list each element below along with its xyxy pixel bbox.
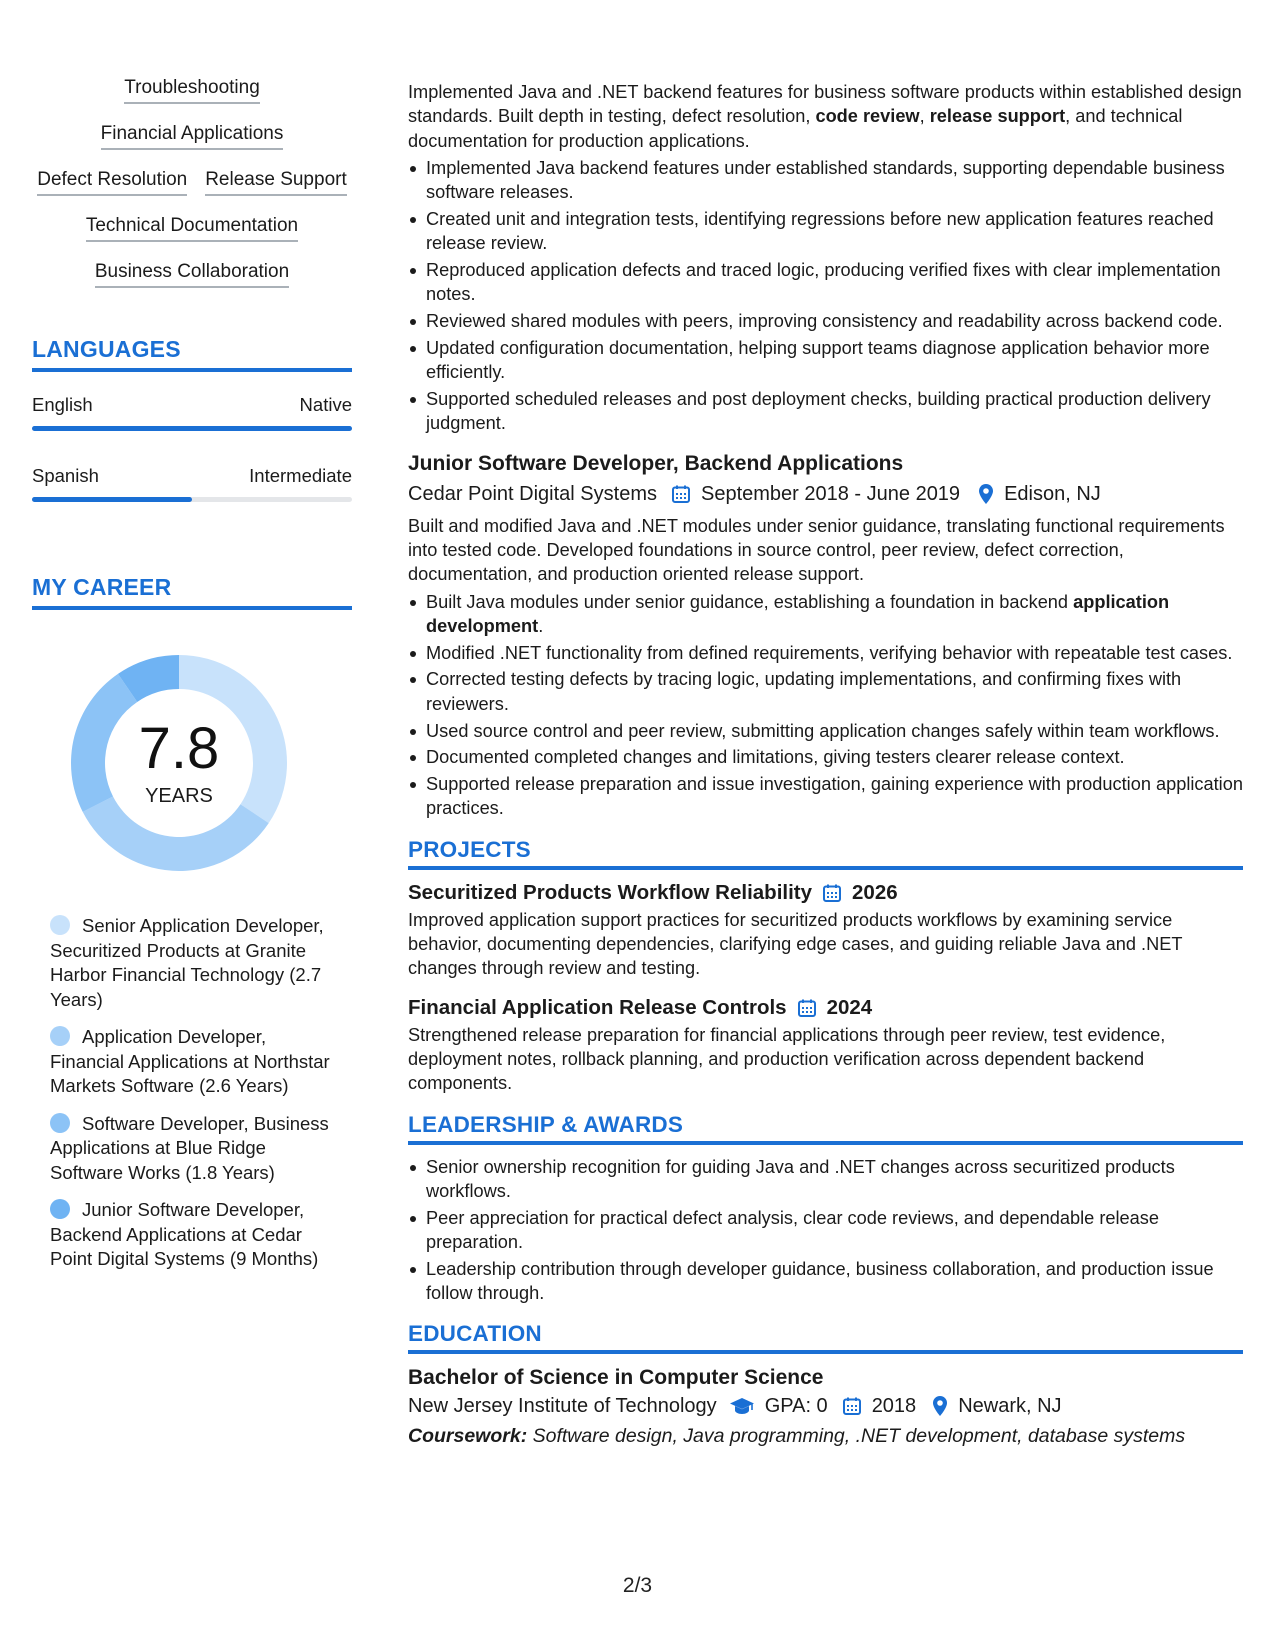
language-level: Intermediate bbox=[249, 465, 352, 486]
graduation-cap-icon bbox=[729, 1396, 755, 1416]
awards-bullets bbox=[408, 1155, 1243, 1306]
job-bullets bbox=[408, 590, 1243, 821]
projects-heading: PROJECTS bbox=[408, 837, 1243, 870]
skill-tag: Troubleshooting bbox=[124, 76, 260, 104]
project-item bbox=[408, 995, 1243, 1096]
career-legend-item bbox=[50, 914, 330, 1012]
bullet-item: Updated configuration documentation, helping support teams diagnose application behavior more efficiently. bbox=[426, 336, 1243, 385]
proficiency-fill bbox=[32, 426, 352, 431]
bullet-item: Implemented Java backend features under established standards, supporting dependable business software releases. bbox=[426, 156, 1243, 205]
summary-text: , bbox=[919, 106, 930, 127]
career-heading: MY CAREER bbox=[32, 574, 352, 610]
coursework-label: Coursework: bbox=[408, 1425, 528, 1448]
coursework-text: Software design, Java programming, .NET development, database systems bbox=[532, 1425, 1186, 1448]
project-description: Improved application support practices for securitized products workflows by examining service behavior, documenting dependencies, clarifying edge cases, and guiding reliable Java and .NET changes through review and testing. bbox=[408, 909, 1183, 979]
summary-text: , and technical documentation for production applications. bbox=[408, 106, 1183, 151]
school-location: Newark, NJ bbox=[958, 1395, 1062, 1418]
bullet-item: Reviewed shared modules with peers, improving consistency and readability across backend code. bbox=[426, 309, 1243, 333]
school-name: New Jersey Institute of Technology bbox=[408, 1395, 717, 1418]
project-title: Financial Application Release Controls bbox=[408, 995, 787, 1019]
bullet-text: . bbox=[538, 615, 544, 636]
bullet-item: Corrected testing defects by tracing logic, updating implementations, and confirming fixes with reviewers. bbox=[426, 667, 1243, 716]
career-donut-chart bbox=[64, 648, 294, 878]
language-level: Native bbox=[299, 394, 352, 415]
bullet-item: Supported release preparation and issue investigation, gaining experience with production application practices. bbox=[426, 772, 1243, 821]
bullet-item: Supported scheduled releases and post deployment checks, building practical production delivery judgment. bbox=[426, 387, 1243, 436]
gpa: GPA: 0 bbox=[764, 1395, 828, 1418]
career-legend-item bbox=[50, 1198, 330, 1272]
career-legend bbox=[32, 914, 352, 1272]
job-summary bbox=[408, 80, 1243, 153]
skill-tag: Defect Resolution bbox=[37, 168, 187, 196]
bullet-item: Created unit and integration tests, identifying regressions before new application features reached release review. bbox=[426, 207, 1243, 256]
page-number: 2/3 bbox=[622, 1574, 653, 1597]
job-meta bbox=[408, 480, 1243, 508]
legend-dot bbox=[50, 915, 70, 935]
sidebar bbox=[32, 76, 352, 1285]
calendar-icon bbox=[797, 998, 817, 1018]
career-legend-item bbox=[50, 1025, 330, 1099]
job-bullets bbox=[408, 156, 1243, 436]
legend-dot bbox=[50, 1113, 70, 1133]
calendar-icon bbox=[822, 883, 842, 903]
project-year: 2026 bbox=[852, 880, 898, 904]
job-title: Junior Software Developer, Backend Applications bbox=[408, 451, 904, 475]
main-content bbox=[408, 80, 1243, 1449]
summary-bold: code review bbox=[815, 106, 920, 127]
education-heading: EDUCATION bbox=[408, 1321, 1243, 1354]
bullet-item: Reproduced application defects and traced logic, producing verified fixes with clear implementation notes. bbox=[426, 258, 1243, 307]
project-year: 2024 bbox=[826, 995, 873, 1019]
skill-tag: Technical Documentation bbox=[86, 214, 298, 242]
bullet-item: Used source control and peer review, submitting application changes safely within team workflows. bbox=[426, 719, 1243, 743]
bullet-bold: application development bbox=[426, 591, 1170, 636]
legend-dot bbox=[50, 1199, 70, 1219]
job-dates: September 2018 - June 2019 bbox=[700, 482, 961, 505]
bullet-item bbox=[426, 590, 1243, 639]
education-meta bbox=[408, 1392, 1243, 1420]
proficiency-bar bbox=[32, 497, 352, 502]
language-name: English bbox=[32, 394, 93, 415]
language-name: Spanish bbox=[32, 465, 99, 486]
location-pin-icon bbox=[932, 1395, 948, 1417]
language-item bbox=[32, 394, 352, 431]
proficiency-bar bbox=[32, 426, 352, 431]
languages-heading: LANGUAGES bbox=[32, 336, 352, 372]
legend-text: Junior Software Developer, Backend Applications at Cedar Point Digital Systems (9 Months) bbox=[50, 1199, 319, 1269]
total-years-unit: YEARS bbox=[145, 784, 213, 807]
project-description: Strengthened release preparation for financial applications through peer review, test evidence, deployment notes, rollback planning, and production verification across dependent backend components. bbox=[408, 1024, 1166, 1094]
job-summary: Built and modified Java and .NET modules under senior guidance, translating functional requirements into tested code. Developed foundations in source control, peer review, defect correction, documentation, and production oriented release support. bbox=[408, 515, 1225, 585]
location-pin-icon bbox=[978, 483, 994, 505]
skill-tag: Release Support bbox=[205, 168, 347, 196]
summary-bold: release support bbox=[929, 106, 1066, 127]
awards-heading: LEADERSHIP & AWARDS bbox=[408, 1112, 1243, 1145]
summary-text: Implemented Java and .NET backend features for business software products within established design standards. Built depth in testing, defect resolution, bbox=[408, 82, 1242, 127]
legend-text: Software Developer, Business Applications at Blue Ridge Software Works (1.8 Years) bbox=[50, 1112, 329, 1183]
skill-tag: Financial Applications bbox=[101, 122, 284, 150]
total-years-number: 7.8 bbox=[138, 715, 220, 781]
bullet-text: Built Java modules under senior guidance, establishing a foundation in backend bbox=[426, 591, 1074, 612]
career-legend-item bbox=[50, 1112, 330, 1186]
legend-text: Application Developer, Financial Applications at Northstar Markets Software (2.6 Years) bbox=[50, 1026, 330, 1096]
language-item bbox=[32, 465, 352, 502]
calendar-icon bbox=[671, 484, 691, 504]
job-location: Edison, NJ bbox=[1004, 482, 1101, 505]
bullet-item: Leadership contribution through developer guidance, business collaboration, and production issue follow through. bbox=[426, 1257, 1243, 1306]
bullet-item: Senior ownership recognition for guiding Java and .NET changes across securitized products workflows. bbox=[426, 1155, 1243, 1204]
calendar-icon bbox=[842, 1396, 862, 1416]
bullet-item: Peer appreciation for practical defect analysis, clear code reviews, and dependable release preparation. bbox=[426, 1206, 1243, 1255]
legend-dot bbox=[50, 1026, 70, 1046]
company-name: Cedar Point Digital Systems bbox=[408, 482, 657, 505]
skills-list bbox=[32, 76, 352, 288]
proficiency-fill bbox=[32, 497, 192, 502]
degree-title: Bachelor of Science in Computer Science bbox=[408, 1366, 824, 1390]
project-item bbox=[408, 880, 1243, 981]
graduation-year: 2018 bbox=[871, 1395, 917, 1418]
bullet-item: Modified .NET functionality from defined requirements, verifying behavior with repeatable test cases. bbox=[426, 641, 1243, 665]
bullet-item: Documented completed changes and limitations, giving testers clearer release context. bbox=[426, 745, 1243, 769]
legend-text: Senior Application Developer, Securitized Products at Granite Harbor Financial Technology (2.7 Years) bbox=[50, 915, 324, 1010]
project-title: Securitized Products Workflow Reliability bbox=[408, 880, 813, 904]
skill-tag: Business Collaboration bbox=[95, 260, 289, 288]
coursework bbox=[408, 1424, 1243, 1448]
